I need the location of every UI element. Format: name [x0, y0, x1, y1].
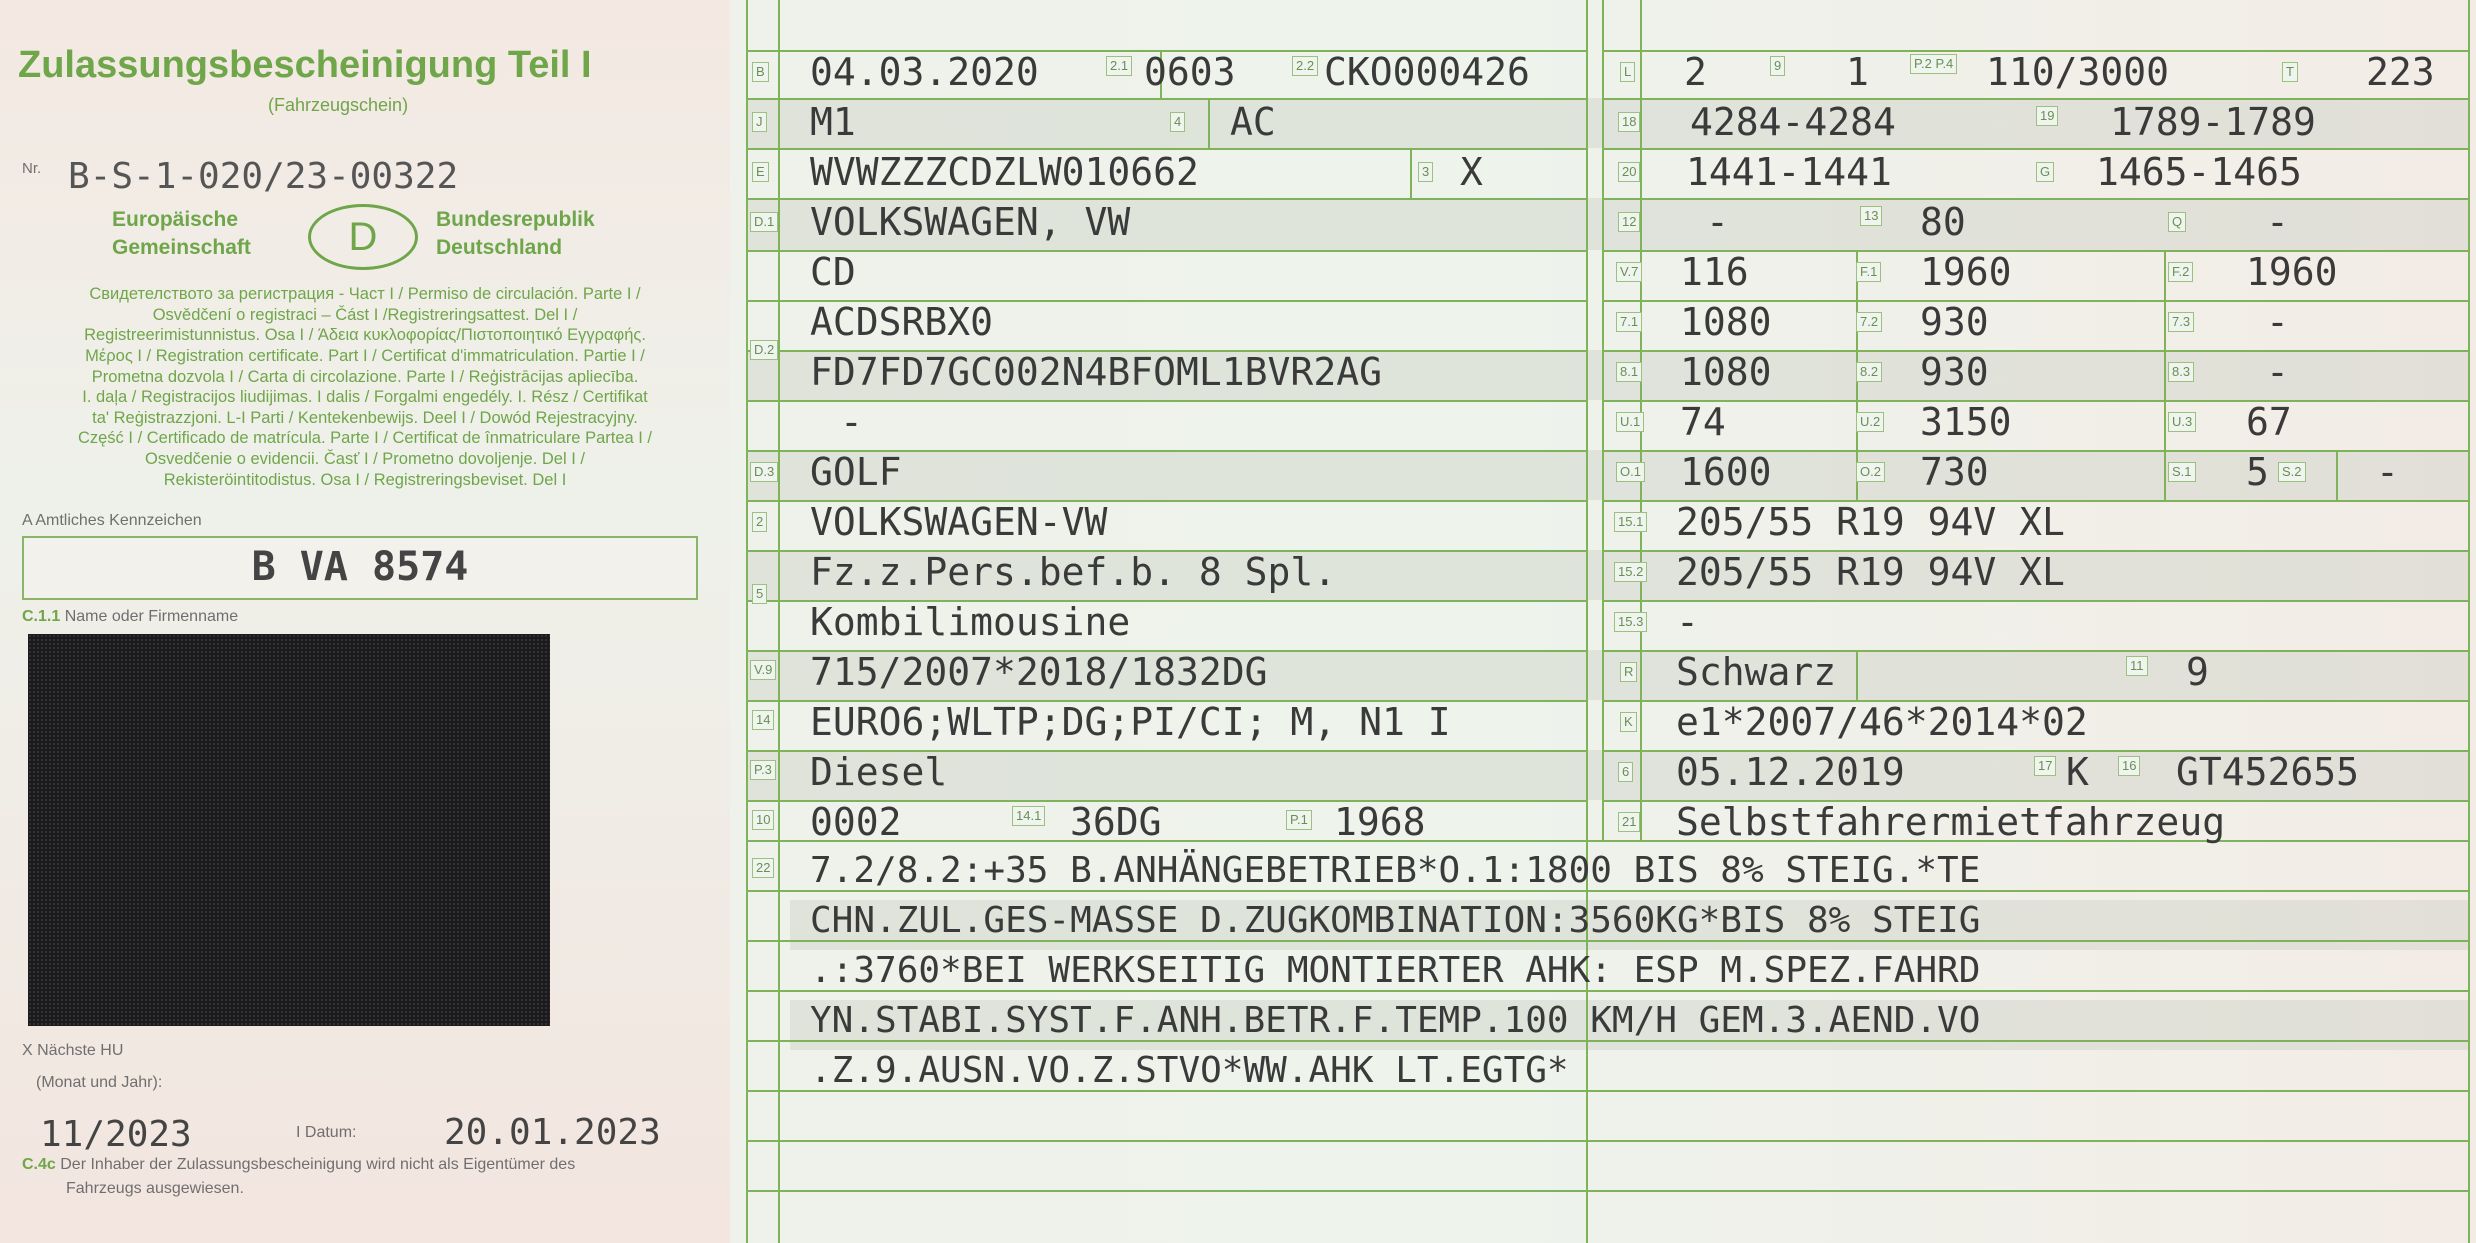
field-code-P2P4: P.2 P.4 — [1910, 54, 1957, 74]
field-value-O1: 1600 — [1680, 450, 1772, 494]
field-value-f9: 1 — [1846, 50, 1869, 94]
field-value-f16: GT452655 — [2176, 750, 2360, 794]
field-value-D1: VOLKSWAGEN, VW — [810, 200, 1131, 244]
field-code-f15_3: 15.3 — [1614, 612, 1647, 632]
field-value-S2: - — [2376, 450, 2399, 494]
grid-vline — [2468, 0, 2470, 1243]
field-value-U3: 67 — [2246, 400, 2292, 444]
grid-vline — [746, 0, 748, 1243]
remark-line: CHN.ZUL.GES-MASSE D.ZUGKOMBINATION:3560KG*BIS 8% STEIG — [810, 900, 1981, 941]
hu-date: 11/2023 — [40, 1114, 192, 1155]
field-value-f15_2: 205/55 R19 94V XL — [1676, 550, 2065, 594]
de-line2: Deutschland — [436, 236, 563, 259]
field-value-f11: 9 — [2186, 650, 2209, 694]
field-code-B: B — [752, 62, 769, 82]
grid-hline — [748, 1190, 2468, 1192]
field-value-J: M1 — [810, 100, 856, 144]
field-code-O2: O.2 — [1856, 462, 1885, 482]
field-code-K: K — [1620, 712, 1637, 732]
grid-hline — [1602, 600, 2468, 602]
field-code-f21: 21 — [1618, 812, 1640, 832]
field-code-E: E — [752, 162, 769, 182]
translation-line: Rekisteröintitodistus. Osa I / Registreringsbeviset. Del I — [163, 470, 567, 489]
field-value-f12: - — [1706, 200, 1729, 244]
field-value-D2_b: ACDSRBX0 — [810, 300, 994, 344]
field-value-f2_1: 0603 — [1144, 50, 1236, 94]
hu-sublabel: (Monat und Jahr): — [36, 1074, 163, 1091]
field-value-D2_a: CD — [810, 250, 856, 294]
field-code-Q: Q — [2168, 212, 2186, 232]
field-value-S1: 5 — [2246, 450, 2269, 494]
translation-line: I. daļa / Registracijos liudijimas. I dalis / Forgalmi engedély. I. Rész / Certifikat — [82, 388, 648, 407]
field-value-f17: K — [2066, 750, 2089, 794]
c4c-line1 — [22, 1156, 575, 1174]
field-code-f10: 10 — [752, 810, 774, 830]
field-code-U3: U.3 — [2168, 412, 2196, 432]
grid-vline — [778, 0, 780, 1243]
field-code-f18: 18 — [1618, 112, 1640, 132]
row-band — [748, 450, 2468, 500]
field-code-f5: 5 — [752, 584, 767, 604]
grid-hline — [1602, 198, 2468, 200]
field-value-O2: 730 — [1920, 450, 1989, 494]
field-code-f6: 6 — [1618, 762, 1633, 782]
field-code-f13: 13 — [1860, 206, 1882, 226]
grid-vline — [2164, 250, 2166, 450]
field-value-P1: 1968 — [1334, 800, 1426, 844]
owner-code: C.1.1 — [22, 608, 61, 625]
field-code-O1: O.1 — [1616, 462, 1645, 482]
field-value-f5_b: Kombilimousine — [810, 600, 1131, 644]
field-value-G: 1465-1465 — [2096, 150, 2302, 194]
field-code-T: T — [2282, 62, 2298, 82]
document-title: Zulassungsbescheinigung Teil I — [18, 44, 592, 86]
grid-vline — [1856, 650, 1858, 700]
field-value-U1: 74 — [1680, 400, 1726, 444]
translation-line: ta' Reġistrazzjoni. L-I Parti / Kentekenbewijs. Deel I / Dowód Rejestracyjny. — [92, 408, 638, 427]
field-code-D1: D.1 — [750, 212, 778, 232]
translation-line: Osvědčení o registraci – Část I /Registreringsattest. Del I / — [152, 305, 578, 324]
grid-hline — [748, 98, 1586, 100]
license-plate: B VA 8574 — [251, 544, 469, 590]
field-value-f4: AC — [1230, 100, 1276, 144]
field-code-U2: U.2 — [1856, 412, 1884, 432]
translation-line: Μέρος I / Registration certificate. Part I / Certificat d'immatriculation. Partie I / — [85, 346, 645, 365]
field-code-P3: P.3 — [750, 760, 776, 780]
grid-vline — [1602, 0, 1604, 840]
field-value-P3: Diesel — [810, 750, 948, 794]
field-code-f2_2: 2.2 — [1292, 56, 1318, 76]
field-code-R: R — [1620, 662, 1637, 682]
grid-hline — [1602, 400, 2468, 402]
grid-hline — [748, 1140, 2468, 1142]
field-value-f3: X — [1460, 150, 1483, 194]
field-code-f3: 3 — [1418, 162, 1433, 182]
field-value-f15_3: - — [1676, 600, 1699, 644]
eu-line2: Gemeinschaft — [112, 236, 251, 259]
field-value-f8_1: 1080 — [1680, 350, 1772, 394]
field-code-J: J — [752, 112, 767, 132]
field-value-f2: VOLKSWAGEN-VW — [810, 500, 1108, 544]
field-code-f4: 4 — [1170, 112, 1185, 132]
grid-hline — [748, 250, 1586, 252]
field-code-f9: 9 — [1770, 56, 1785, 76]
plate-label: A Amtliches Kennzeichen — [22, 512, 202, 529]
field-code-V7: V.7 — [1616, 262, 1642, 282]
field-code-G: G — [2036, 162, 2054, 182]
nr-label: Nr. — [22, 160, 42, 177]
owner-caption: Name oder Firmenname — [64, 608, 239, 625]
field-value-f20: 1441-1441 — [1686, 150, 1892, 194]
redacted-owner-area — [28, 634, 550, 1026]
field-code-f20: 20 — [1618, 162, 1640, 182]
field-code-f17: 17 — [2034, 756, 2056, 776]
field-value-f6: 05.12.2019 — [1676, 750, 1905, 794]
field-value-f15_1: 205/55 R19 94V XL — [1676, 500, 2065, 544]
field-code-D3: D.3 — [750, 462, 778, 482]
translation-line: Osvedčenie o evidencii. Časť I / Prometno dovoljenje. Del I / — [145, 450, 585, 468]
field-value-f7_1: 1080 — [1680, 300, 1772, 344]
field-value-f19: 1789-1789 — [2110, 100, 2316, 144]
field-code-f11: 11 — [2126, 656, 2148, 676]
grid-vline — [2336, 450, 2338, 500]
grid-vline — [1208, 100, 1210, 148]
c4c-line2: Fahrzeugs ausgewiesen. — [66, 1180, 244, 1197]
country-code-emblem: D — [308, 204, 418, 270]
field-code-f16: 16 — [2118, 756, 2140, 776]
field-value-L: 2 — [1684, 50, 1707, 94]
field-value-B: 04.03.2020 — [810, 50, 1039, 94]
field-code-f8_2: 8.2 — [1856, 362, 1882, 382]
remark-line: .:3760*BEI WERKSEITIG MONTIERTER AHK: ESP M.SPEZ.FAHRD — [810, 950, 1981, 991]
field-code-f8_1: 8.1 — [1616, 362, 1642, 382]
field-value-V9: 715/2007*2018/1832DG — [810, 650, 1268, 694]
translation-line: Registreerimistunnistus. Osa I / Άδεια κυκλοφορίας/Πιστοποιητικό Εγγραφής. — [84, 326, 646, 345]
owner-label — [22, 608, 238, 626]
field-value-D3: GOLF — [810, 450, 902, 494]
field-value-E: WVWZZZCDZLW010662 — [810, 150, 1199, 194]
field-code-f15_1: 15.1 — [1614, 512, 1647, 532]
field-value-f14: EURO6;WLTP;DG;PI/CI; M, N1 I — [810, 700, 1451, 744]
field-value-V7: 116 — [1680, 250, 1749, 294]
field-value-U2: 3150 — [1920, 400, 2012, 444]
field-code-L: L — [1620, 62, 1635, 82]
field-code-f8_3: 8.3 — [2168, 362, 2194, 382]
document-subtitle: (Fahrzeugschein) — [268, 95, 409, 115]
c4c-text: Der Inhaber der Zulassungsbescheinigung wird nicht als Eigentümer des — [60, 1156, 576, 1173]
de-line1: Bundesrepublik — [436, 208, 595, 231]
translation-line: Prometna dozvola I / Carta di circolazione. Parte I / Reģistrācijas apliecība. — [91, 367, 639, 386]
field-code-f2: 2 — [752, 512, 767, 532]
field-value-F1: 1960 — [1920, 250, 2012, 294]
field-code-f7_2: 7.2 — [1856, 312, 1882, 332]
field-code-F1: F.1 — [1856, 262, 1881, 282]
field-value-f13: 80 — [1920, 200, 1966, 244]
field-value-K: e1*2007/46*2014*02 — [1676, 700, 2088, 744]
document-number: B-S-1-020/23-00322 — [68, 156, 459, 197]
grid-vline — [2164, 450, 2166, 500]
field-value-f5_a: Fz.z.Pers.bef.b. 8 Spl. — [810, 550, 1337, 594]
field-value-f2_2: CKO000426 — [1324, 50, 1530, 94]
field-value-f10: 0002 — [810, 800, 902, 844]
field-value-T: 223 — [2366, 50, 2435, 94]
field-code-D2: D.2 — [750, 340, 778, 360]
remark-line: 7.2/8.2:+35 B.ANHÄNGEBETRIEB*O.1:1800 BIS 8% STEIG.*TE — [810, 850, 1981, 891]
field-code-f22: 22 — [752, 858, 774, 878]
field-code-f7_3: 7.3 — [2168, 312, 2194, 332]
field-value-R: Schwarz — [1676, 650, 1837, 694]
grid-vline — [1586, 0, 1588, 1243]
grid-hline — [748, 400, 1586, 402]
field-code-f7_1: 7.1 — [1616, 312, 1642, 332]
remark-line: .Z.9.AUSN.VO.Z.STVO*WW.AHK LT.EGTG* — [810, 1050, 1569, 1091]
issue-date: 20.01.2023 — [444, 1112, 661, 1153]
remark-line: YN.STABI.SYST.F.ANH.BETR.F.TEMP.100 KM/H GEM.3.AEND.VO — [810, 1000, 1981, 1041]
field-value-f8_3: - — [2266, 350, 2289, 394]
field-code-U1: U.1 — [1616, 412, 1644, 432]
translation-line: Свидетелството за регистрация - Част I / Permiso de circulación. Parte I / — [89, 285, 641, 303]
field-code-S1: S.1 — [2168, 462, 2196, 482]
field-value-Q: - — [2266, 200, 2289, 244]
translation-line: Część I / Certificado de matrícula. Parte I / Certificat de înmatriculare Partea I / — [77, 429, 653, 448]
field-value-f7_3: - — [2266, 300, 2289, 344]
c4c-code: C.4c — [22, 1156, 56, 1173]
field-value-D2_c: FD7FD7GC002N4BFOML1BVR2AG — [810, 350, 1382, 394]
field-value-f7_2: 930 — [1920, 300, 1989, 344]
field-code-S2: S.2 — [2278, 462, 2306, 482]
field-value-P2P4: 110/3000 — [1986, 50, 2170, 94]
field-code-f12: 12 — [1618, 212, 1640, 232]
field-code-f14_1: 14.1 — [1012, 806, 1045, 826]
translations-block — [0, 284, 730, 490]
datum-label: I Datum: — [296, 1124, 357, 1141]
field-code-f19: 19 — [2036, 106, 2058, 126]
field-value-f21: Selbstfahrermietfahrzeug — [1676, 800, 2226, 844]
field-value-f8_2: 930 — [1920, 350, 1989, 394]
field-value-D2_d: - — [840, 400, 863, 444]
field-code-f15_2: 15.2 — [1614, 562, 1647, 582]
field-value-F2: 1960 — [2246, 250, 2338, 294]
hu-label: X Nächste HU — [22, 1042, 124, 1059]
eu-line1: Europäische — [112, 208, 239, 231]
field-code-F2: F.2 — [2168, 262, 2193, 282]
grid-vline — [1410, 148, 1412, 198]
field-code-V9: V.9 — [750, 660, 776, 680]
field-value-f18: 4284-4284 — [1690, 100, 1896, 144]
plate-box — [22, 536, 698, 600]
field-code-P1: P.1 — [1286, 810, 1312, 830]
field-value-f14_1: 36DG — [1070, 800, 1162, 844]
field-code-f2_1: 2.1 — [1106, 56, 1132, 76]
field-code-f14: 14 — [752, 710, 774, 730]
